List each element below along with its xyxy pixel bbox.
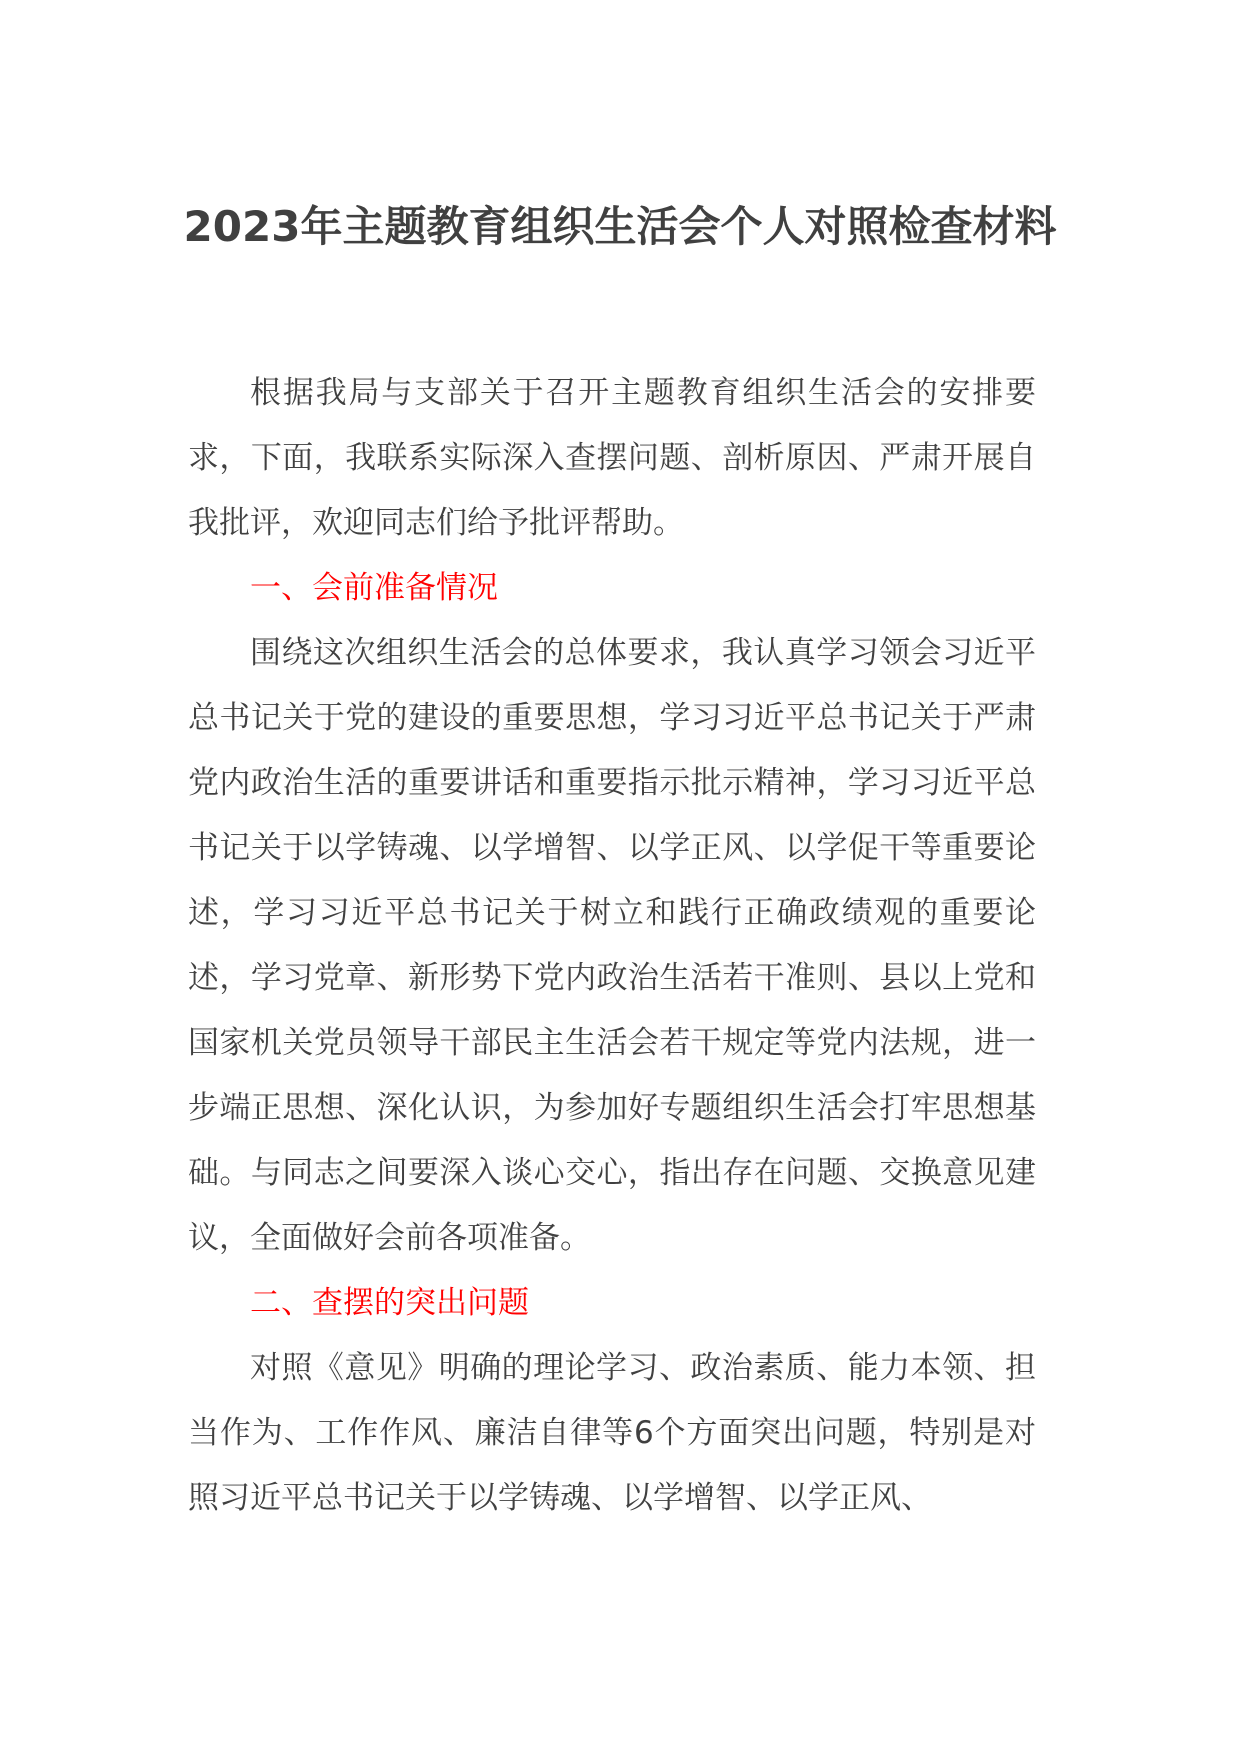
document-title: 2023年主题教育组织生活会个人对照检查材料 <box>183 202 1057 251</box>
intro-paragraph: 根据我局与支部关于召开主题教育组织生活会的安排要求，下面，我联系实际深入查摆问题、剖析原因、严肃开展自我批评，欢迎同志们给予批评帮助。 <box>188 375 1036 541</box>
section-heading-problems: 二、查摆的突出问题 <box>250 1285 529 1321</box>
section-paragraph-problems: 对照《意见》明确的理论学习、政治素质、能力本领、担当作为、工作作风、廉洁自律等6个方面突出问题，特别是对照习近平总书记关于以学铸魂、以学增智、以学正风、 <box>188 1350 1036 1516</box>
section-paragraph-preparation: 围绕这次组织生活会的总体要求，我认真学习领会习近平总书记关于党的建设的重要思想，学习习近平总书记关于严肃党内政治生活的重要讲话和重要指示批示精神，学习习近平总书记关于以学铸魂、以学增智、以学正风、以学促干等重要论述，学习习近平总书记关于树立和践行正确政绩观的重要论述，学习党章、新形势下党内政治生活若干准则、县以上党和国家机关党员领导干部民主生活会若干规定等党内法规，进一步端正思想、深化认识，为参加好专题组织生活会打牢思想基础。与同志之间要深入谈心交心，指出存在问题、交换意见建议，全面做好会前各项准备。 <box>188 635 1036 1256</box>
section-heading-preparation: 一、会前准备情况 <box>250 570 498 606</box>
